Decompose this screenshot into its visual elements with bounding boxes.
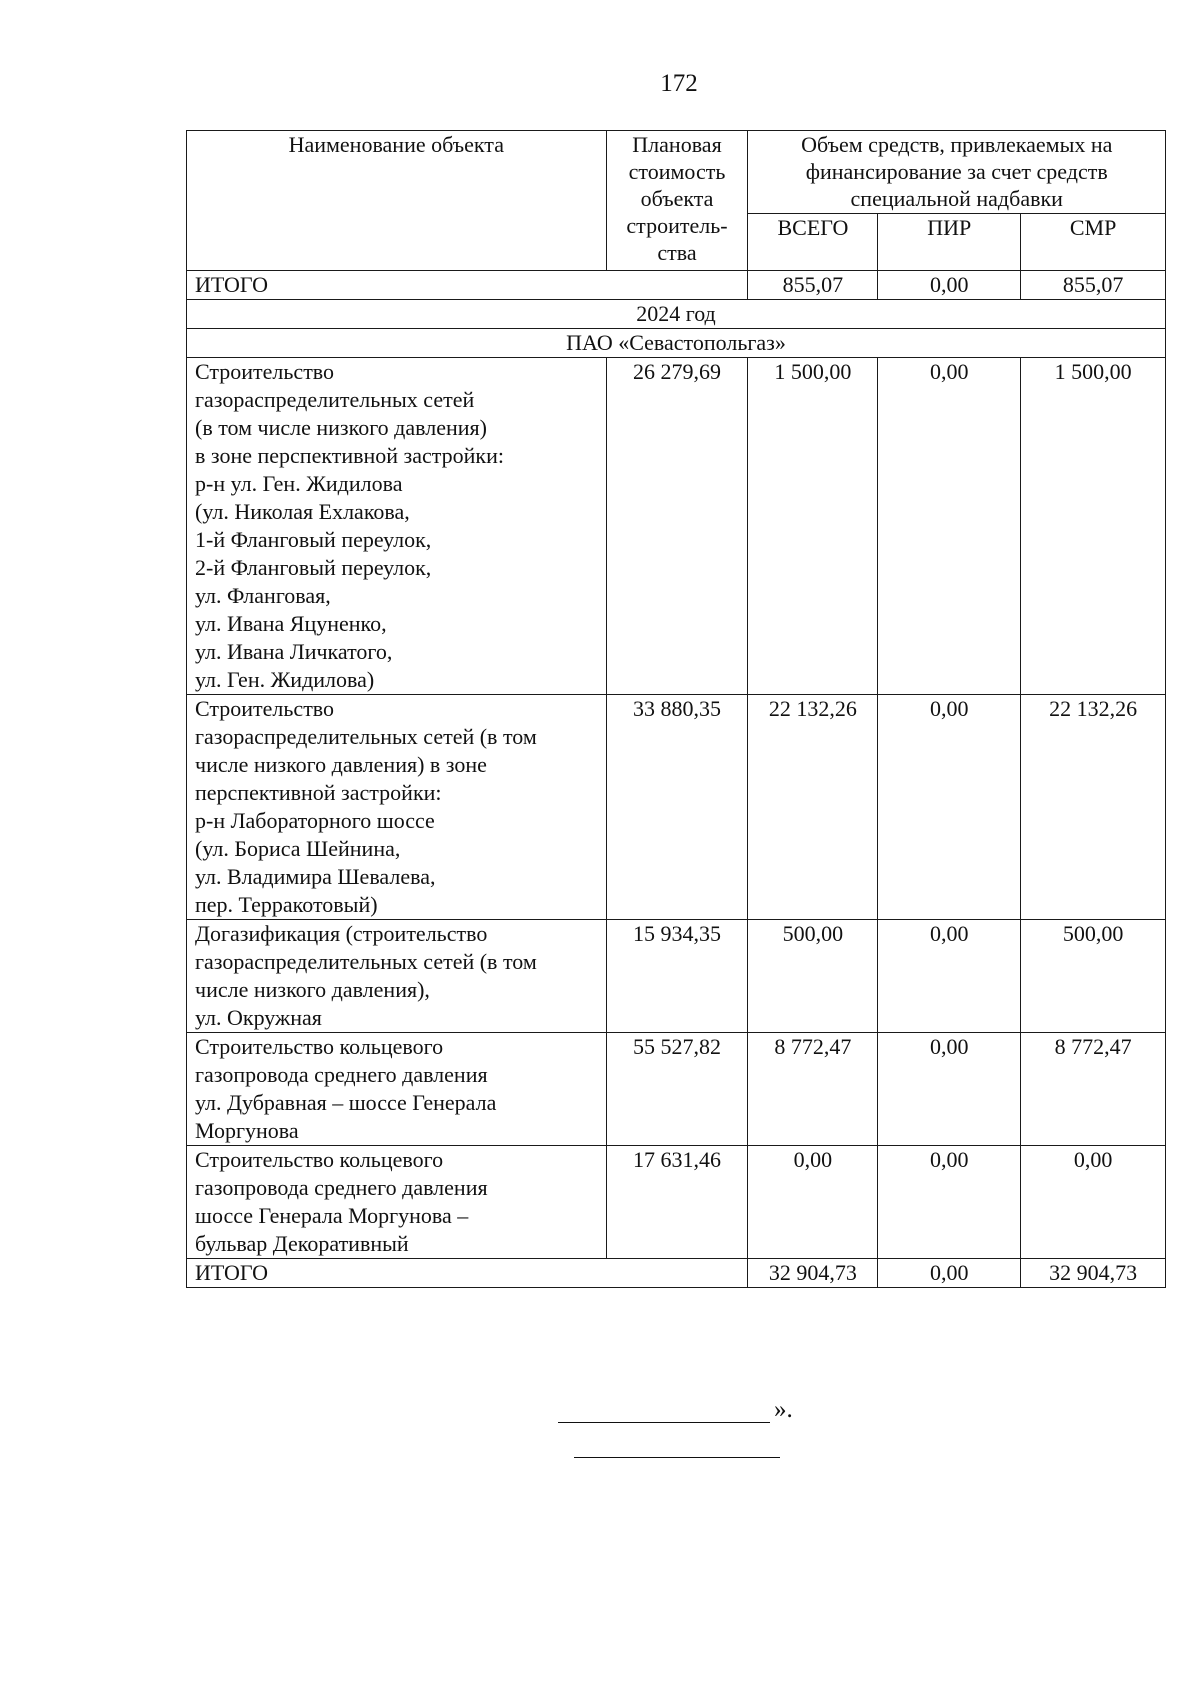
year-row: [187, 300, 1166, 329]
signature-line: [558, 1422, 770, 1423]
table-row: [187, 920, 1166, 1033]
table-row: [187, 695, 1166, 920]
total-label: ИТОГО: [187, 1259, 748, 1288]
funds-smr: 1 500,00: [1021, 358, 1166, 695]
total-pir: 0,00: [878, 1259, 1021, 1288]
planned-cost: 55 527,82: [606, 1033, 748, 1146]
total-smr: 855,07: [1021, 271, 1166, 300]
funds-smr: 0,00: [1021, 1146, 1166, 1259]
total-pir: 0,00: [878, 271, 1021, 300]
funding-table: [186, 130, 1166, 1288]
company-row: [187, 329, 1166, 358]
header-object-name: Наименование объекта: [187, 131, 607, 271]
planned-cost: 17 631,46: [606, 1146, 748, 1259]
funds-total: 0,00: [748, 1146, 878, 1259]
funds-smr: 500,00: [1021, 920, 1166, 1033]
planned-cost: 26 279,69: [606, 358, 748, 695]
total-value: 32 904,73: [748, 1259, 878, 1288]
funds-pir: 0,00: [878, 358, 1021, 695]
planned-cost: 15 934,35: [606, 920, 748, 1033]
header-total: ВСЕГО: [748, 214, 878, 271]
total-row-bottom: [187, 1259, 1166, 1288]
funds-smr: 22 132,26: [1021, 695, 1166, 920]
funds-total: 1 500,00: [748, 358, 878, 695]
header-pir: ПИР: [878, 214, 1021, 271]
company-label: ПАО «Севастопольгаз»: [187, 329, 1166, 358]
funds-pir: 0,00: [878, 920, 1021, 1033]
funds-total: 22 132,26: [748, 695, 878, 920]
object-name: Догазификация (строительство газораспределительных сетей (в том числе низкого давления), ул. Окружная: [187, 920, 607, 1033]
separator-line: [574, 1457, 780, 1458]
funds-smr: 8 772,47: [1021, 1033, 1166, 1146]
funds-total: 8 772,47: [748, 1033, 878, 1146]
year-label: 2024 год: [187, 300, 1166, 329]
table-row: [187, 1033, 1166, 1146]
object-name: Строительство газораспределительных сетей (в том числе низкого давления) в зоне перспективной застройки: р-н ул. Ген. Жидилова (ул. Николая Ехлакова, 1-й Фланговый переулок, 2-й Фланговый переулок, ул. Фланговая, ул. Ивана Яцуненко, ул. Ивана Личкатого, ул. Ген. Жидилова): [187, 358, 607, 695]
header-smr: СМР: [1021, 214, 1166, 271]
total-value: 855,07: [748, 271, 878, 300]
funds-total: 500,00: [748, 920, 878, 1033]
planned-cost: 33 880,35: [606, 695, 748, 920]
table-row: [187, 358, 1166, 695]
total-row-top: [187, 271, 1166, 300]
table-row: [187, 1146, 1166, 1259]
object-name: Строительство газораспределительных сетей (в том числе низкого давления) в зоне перспективной застройки: р-н Лабораторного шоссе (ул. Бориса Шейнина, ул. Владимира Шевалева, пер. Терракотовый): [187, 695, 607, 920]
header-planned-cost: Плановая стоимость объекта строитель- ства: [606, 131, 748, 271]
funds-pir: 0,00: [878, 695, 1021, 920]
object-name: Строительство кольцевого газопровода среднего давления шоссе Генерала Моргунова – бульвар Декоративный: [187, 1146, 607, 1259]
header-funds-group: Объем средств, привлекаемых на финансирование за счет средств специальной надбавки: [748, 131, 1166, 214]
total-smr: 32 904,73: [1021, 1259, 1166, 1288]
total-label: ИТОГО: [187, 271, 748, 300]
object-name: Строительство кольцевого газопровода среднего давления ул. Дубравная – шоссе Генерала Моргунова: [187, 1033, 607, 1146]
closing-mark: ».: [774, 1396, 793, 1423]
funds-pir: 0,00: [878, 1033, 1021, 1146]
funds-pir: 0,00: [878, 1146, 1021, 1259]
page-number: 172: [660, 70, 698, 97]
